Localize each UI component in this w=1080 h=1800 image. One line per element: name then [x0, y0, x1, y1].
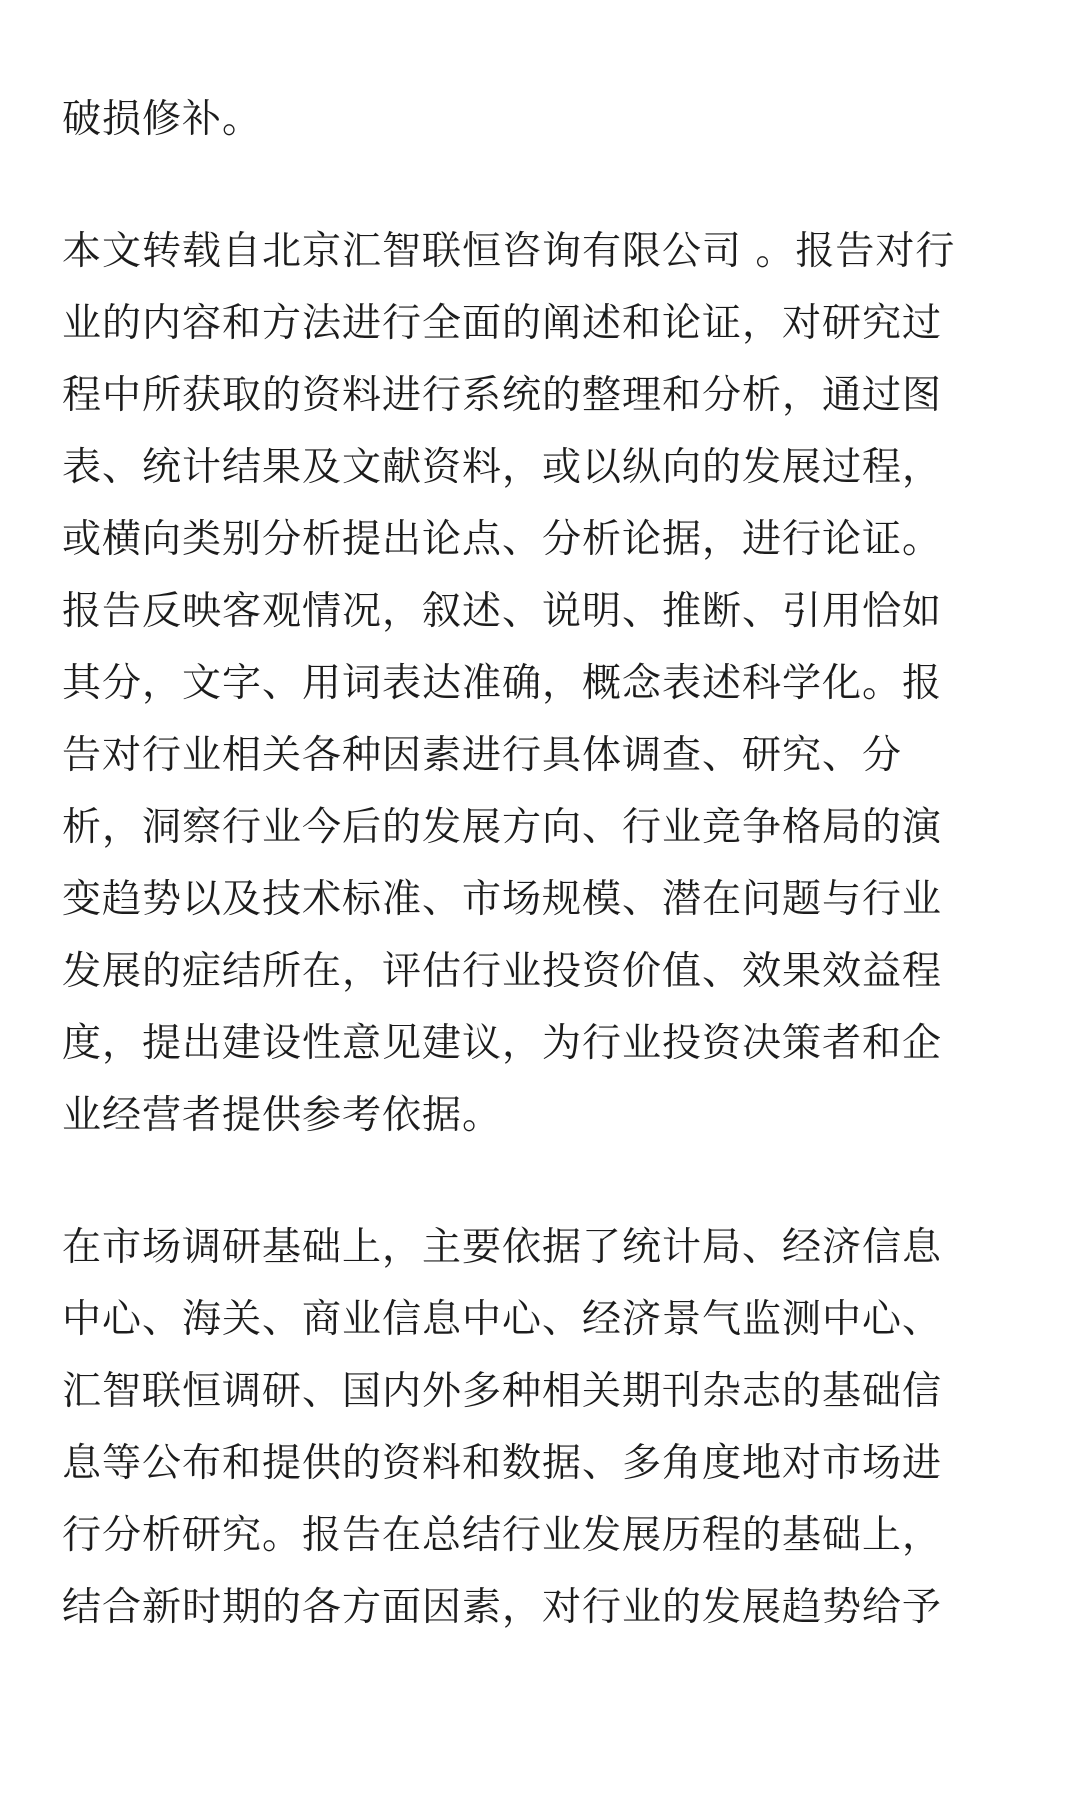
text-line: 中心、海关、商业信息中心、经济景气监测中心、 — [62, 1297, 943, 1342]
paragraph-3 — [62, 1212, 1022, 1644]
text-line: 程中所获取的资料进行系统的整理和分析，通过图 — [62, 373, 943, 418]
paragraph-1 — [62, 84, 1022, 156]
text-line: 报告反映客观情况，叙述、说明、推断、引用恰如 — [62, 589, 943, 634]
text-line: 表、统计结果及文献资料，或以纵向的发展过程， — [62, 445, 943, 490]
text-line: 汇智联恒调研、国内外多种相关期刊杂志的基础信 — [62, 1369, 943, 1414]
text-line: 本文转载自北京汇智联恒咨询有限公司 。报告对行 — [62, 229, 956, 274]
text-line: 行分析研究。报告在总结行业发展历程的基础上， — [62, 1513, 943, 1558]
text-line: 或横向类别分析提出论点、分析论据，进行论证。 — [62, 517, 943, 562]
text-line: 变趋势以及技术标准、市场规模、潜在问题与行业 — [62, 877, 943, 922]
text-line: 告对行业相关各种因素进行具体调查、研究、分 — [62, 733, 903, 778]
text-line: 析，洞察行业今后的发展方向、行业竞争格局的演 — [62, 805, 943, 850]
text-line: 结合新时期的各方面因素，对行业的发展趋势给予 — [62, 1585, 943, 1630]
text-line: 在市场调研基础上，主要依据了统计局、经济信息 — [62, 1225, 943, 1270]
paragraph-2 — [62, 216, 1022, 1152]
text-line: 度，提出建设性意见建议，为行业投资决策者和企 — [62, 1021, 943, 1066]
text-line: 破损修补。 — [62, 97, 263, 142]
text-line: 息等公布和提供的资料和数据、多角度地对市场进 — [62, 1441, 943, 1486]
text-line: 发展的症结所在，评估行业投资价值、效果效益程 — [62, 949, 943, 994]
text-line: 其分，文字、用词表达准确，概念表述科学化。报 — [62, 661, 943, 706]
article-body — [62, 84, 1022, 1644]
text-line: 业的内容和方法进行全面的阐述和论证，对研究过 — [62, 301, 943, 346]
text-line: 业经营者提供参考依据。 — [62, 1093, 503, 1138]
